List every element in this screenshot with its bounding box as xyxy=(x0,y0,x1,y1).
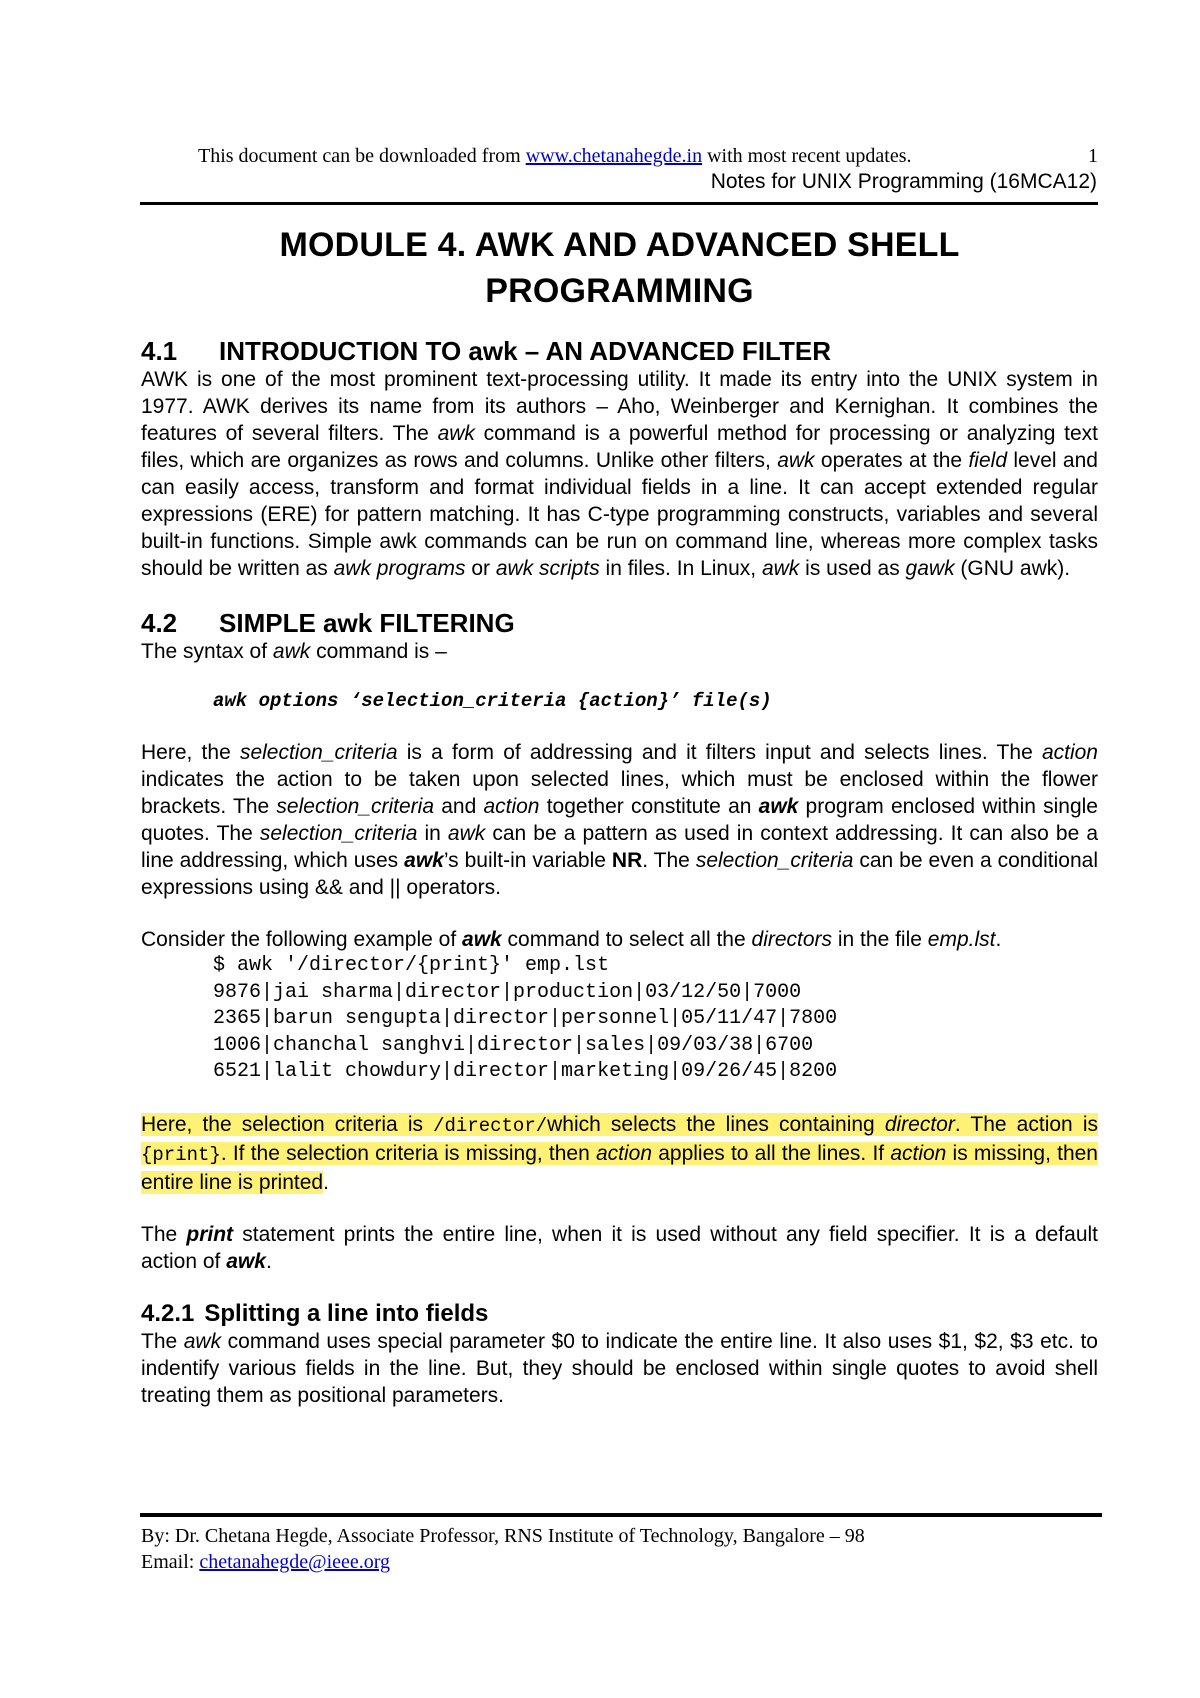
text-run: . xyxy=(995,928,1002,951)
header-download-line xyxy=(198,145,1098,168)
awk-term: awk xyxy=(447,822,486,845)
inline-code: {print} xyxy=(141,1143,221,1166)
selection-criteria-term: selection_criteria xyxy=(695,849,854,872)
text-run: which selects the lines containing xyxy=(547,1112,885,1136)
action-term: action xyxy=(890,1141,947,1165)
section-4-1-heading xyxy=(141,336,1098,366)
filename-term: emp.lst xyxy=(927,928,996,951)
action-term: action xyxy=(595,1141,653,1165)
inline-code: /director/ xyxy=(433,1114,548,1137)
text-run: operates at the xyxy=(814,449,969,472)
footer xyxy=(141,1523,865,1575)
text-run: Consider the following example of xyxy=(141,928,463,951)
fields-paragraph xyxy=(141,1328,1098,1409)
code-line: $ awk '/director/{print}' emp.lst xyxy=(213,954,610,977)
text-run: . xyxy=(323,1170,329,1194)
text-run: together constitute an xyxy=(539,795,759,818)
text-run: command is a powerful method for processing or analyzing text files, which are organizes as rows and columns. Unlike other filters, xyxy=(141,422,1099,472)
selection-criteria-paragraph xyxy=(141,739,1098,901)
text-run: or xyxy=(465,557,496,580)
selection-criteria-term: selection_criteria xyxy=(259,822,418,845)
section-number: 4.1 xyxy=(141,336,178,366)
awk-term: awk xyxy=(183,1329,222,1353)
email-link[interactable]: chetanahegde@ieee.org xyxy=(199,1551,391,1573)
text-run: Here, the xyxy=(141,741,240,764)
text-run: . If the selection criteria is missing, then xyxy=(220,1141,596,1165)
page-number: 1 xyxy=(1088,145,1098,167)
code-line: 9876|jai sharma|director|production|03/12/50|7000 xyxy=(213,980,802,1004)
text-run: can be a pattern as used in context addressing. It can also be a line addressing, which uses xyxy=(141,822,1098,872)
awk-term: awk xyxy=(761,557,800,580)
awk-programs-term: awk programs xyxy=(333,557,466,580)
section-4-2-1-heading xyxy=(141,1300,1098,1328)
section-number: 4.2.1 xyxy=(141,1299,195,1327)
text-run: in the file xyxy=(832,928,928,951)
course-title: Notes for UNIX Programming (16MCA12) xyxy=(710,170,1097,193)
text-run: in xyxy=(417,822,448,845)
email-line xyxy=(141,1549,865,1575)
section-4-2-heading xyxy=(141,608,1098,638)
text-run: applies to all the lines. If xyxy=(652,1141,891,1165)
text-run: level and can easily access, transform and format individual fields in a line. It can accept extended regular expressions (ERE) for pattern matching. It has C-type programming constructs, variables and several built-in functions. Simple awk commands can be run on command line, whereas more complex tasks should be written as xyxy=(141,449,1098,580)
email-label: Email: xyxy=(141,1551,200,1573)
text-run: in files. In Linux, xyxy=(599,557,762,580)
text-run: and xyxy=(434,795,484,818)
code-line: 2365|barun sengupta|director|personnel|05/11/47|7800 xyxy=(213,1007,838,1030)
text-run: is missing, then entire line is printed xyxy=(141,1141,1098,1194)
text-run: The xyxy=(141,1329,184,1353)
code-line: 6521|lalit chowdury|director|marketing|09/26/45|8200 xyxy=(213,1060,838,1083)
code-example xyxy=(213,953,1098,1086)
text-run: command to select all the xyxy=(501,928,752,951)
text-run: The xyxy=(141,1222,187,1246)
text-run: . The xyxy=(642,849,696,872)
author-line: By: Dr. Chetana Hegde, Associate Professor, RNS Institute of Technology, Bangalore – 98 xyxy=(141,1525,865,1547)
awk-term: awk xyxy=(404,849,444,872)
nr-term: NR xyxy=(611,849,643,872)
site-link[interactable]: www.chetanahegde.in xyxy=(525,145,703,167)
text-run: command is – xyxy=(310,640,447,663)
awk-syntax: awk options ‘selection_criteria {action}’ file(s) xyxy=(213,690,772,712)
code-line: 1006|chanchal sanghvi|director|sales|09/03/38|6700 xyxy=(213,1033,814,1057)
text-run: . The action is xyxy=(954,1112,1098,1136)
module-title xyxy=(141,222,1098,314)
document-body xyxy=(141,222,1098,1409)
text-run: The syntax of xyxy=(141,640,273,663)
text-run: ’s built-in variable xyxy=(443,849,612,872)
directors-term: directors xyxy=(751,928,833,951)
selection-criteria-term: selection_criteria xyxy=(239,741,398,764)
text-run: is used as xyxy=(799,557,906,580)
text-run: command uses special parameter $0 to indicate the entire line. It also uses $1, $2, $3 etc. to indentify various fields in the line. But, they should be enclosed within single quotes to avoid shell treating them as positional parameters. xyxy=(141,1329,1098,1407)
text-run: Here, the selection criteria is xyxy=(141,1112,434,1136)
highlighted-paragraph xyxy=(141,1111,1098,1196)
module-title-line2: PROGRAMMING xyxy=(485,272,754,310)
awk-term: awk xyxy=(777,449,815,472)
header-after-link: with most recent updates. xyxy=(702,145,912,167)
section-title: Splitting a line into fields xyxy=(204,1299,489,1327)
text-run: (GNU awk). xyxy=(954,557,1071,580)
intro-paragraph xyxy=(141,366,1098,582)
text-run: is a form of addressing and it filters input and selects lines. The xyxy=(397,741,1042,764)
gawk-term: gawk xyxy=(905,557,955,580)
field-term: field xyxy=(968,449,1007,472)
example-intro-paragraph xyxy=(141,926,1098,953)
section-number: 4.2 xyxy=(141,608,178,638)
text-run: AWK is one of the most prominent text-processing utility. It made its entry into the UNIX system in 1977. AWK derives its name from its authors – Aho, Weinberger and Kernighan. It combines the features of several filters. The xyxy=(141,368,1098,445)
text-run: can be even a conditional expressions using && and || operators. xyxy=(141,849,1099,899)
section-title: INTRODUCTION TO awk – AN ADVANCED FILTER xyxy=(219,336,831,366)
action-term: action xyxy=(483,795,540,818)
text-run: statement prints the entire line, when it is used without any field specifier. It is a default action of xyxy=(141,1222,1098,1273)
print-term: print xyxy=(186,1222,234,1246)
header-download-text: This document can be downloaded from xyxy=(198,145,526,167)
selection-criteria-term: selection_criteria xyxy=(276,795,434,818)
awk-term: awk xyxy=(272,640,311,663)
text-run: indicates the action to be taken upon selected lines, which must be enclosed within the flower brackets. The xyxy=(141,768,1098,818)
print-paragraph xyxy=(141,1221,1098,1275)
awk-term: awk xyxy=(437,422,475,445)
syntax-intro xyxy=(141,638,1098,665)
action-term: action xyxy=(1041,741,1098,764)
awk-term: awk xyxy=(462,928,502,951)
director-term: director xyxy=(884,1112,955,1136)
module-title-line1: MODULE 4. AWK AND ADVANCED SHELL xyxy=(279,226,960,264)
awk-scripts-term: awk scripts xyxy=(495,557,600,580)
text-run: . xyxy=(265,1249,272,1273)
text-run: program enclosed within single quotes. The xyxy=(141,795,1098,845)
awk-term: awk xyxy=(758,795,799,818)
awk-term: awk xyxy=(226,1249,266,1273)
footer-divider xyxy=(140,1513,1102,1517)
header-divider xyxy=(140,202,1098,205)
section-title: SIMPLE awk FILTERING xyxy=(219,608,515,638)
